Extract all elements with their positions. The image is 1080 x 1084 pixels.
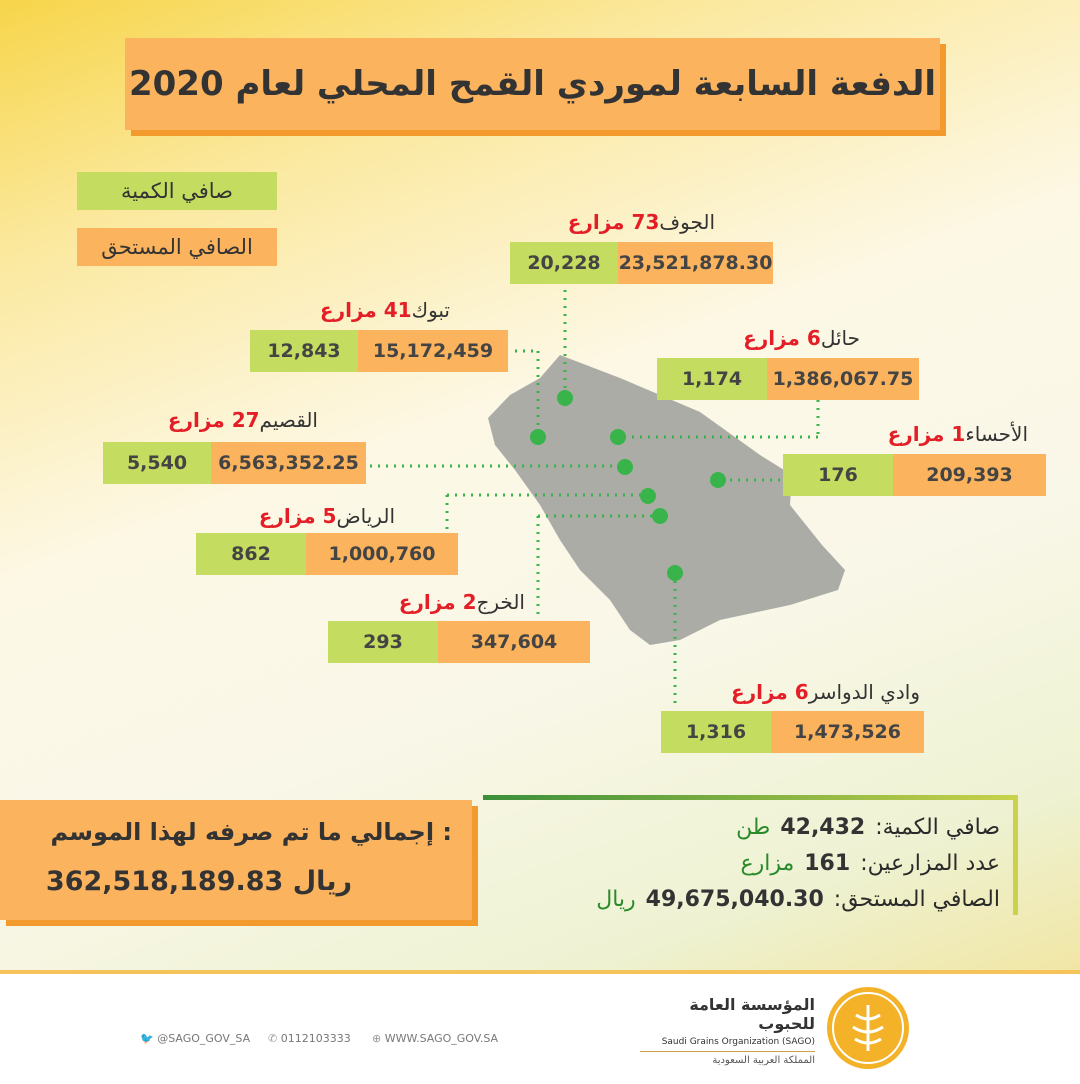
region-qassim-values [103,442,366,484]
amount-cell: 23,521,878.30 [618,242,773,284]
amount-cell: 1,473,526 [771,711,924,753]
location-dot-kharj [652,508,668,524]
region-jouf-values [510,242,773,284]
region-name: الرياض [336,504,395,528]
org-name-ar: المؤسسة العامة للحبوب [689,995,815,1033]
org-name-block [640,995,815,1066]
location-dot-tabuk [530,429,546,445]
footer-twitter[interactable] [140,1032,250,1045]
region-jouf-title [500,210,715,234]
region-tabuk-title [240,298,450,322]
summary-unit: مزارع [740,851,795,876]
region-name: حائل [820,326,860,350]
region-riyadh-values [196,533,458,575]
region-name: الخرج [476,590,525,614]
region-ahsa-values [783,454,1046,496]
summary-label: الصافي المستحق: [833,887,1000,912]
summary-divider [483,795,1018,800]
region-ahsa-title [800,422,1028,446]
summary-quantity [736,815,1000,840]
quantity-cell: 862 [196,533,306,575]
total-spent-box [0,800,472,920]
legend-quantity-label: صافي الكمية [120,179,233,203]
farm-count: 5 مزارع [258,504,337,528]
website-url: WWW.SAGO_GOV.SA [384,1032,499,1045]
amount-cell: 347,604 [438,621,590,663]
location-dot-ahsa [710,472,726,488]
legend-amount-label: الصافي المستحق [101,235,253,259]
summary-amount [596,887,1000,912]
region-name: القصيم [259,408,318,432]
summary-value: 42,432 [780,815,866,840]
summary-value: 161 [804,851,851,876]
total-spent-value [46,866,352,897]
org-name-en: Saudi Grains Organization (SAGO) [661,1037,815,1047]
location-dot-dawasir [667,565,683,581]
farm-count: 1 مزارع [887,422,966,446]
country-name: المملكة العربية السعودية [640,1051,815,1066]
twitter-icon: 🐦 [140,1032,154,1045]
amount-cell: 209,393 [893,454,1046,496]
summary-side-bar [1013,795,1018,915]
region-qassim-title [110,408,318,432]
summary-farmers [740,851,1000,876]
region-riyadh-title [190,504,395,528]
region-dawasir-values [661,711,924,753]
location-dot-hail [610,429,626,445]
summary-value: 49,675,040.30 [645,887,824,912]
quantity-cell: 293 [328,621,438,663]
footer-website[interactable] [372,1032,498,1045]
twitter-handle: @SAGO_GOV_SA [157,1032,251,1045]
amount-cell: 6,563,352.25 [211,442,366,484]
summary-unit: ريال [596,887,636,912]
farm-count: 6 مزارع [743,326,821,350]
region-name: تبوك [411,298,450,322]
amount-cell: 1,000,760 [306,533,458,575]
total-spent-number: 362,518,189.83 [45,866,284,897]
location-dot-qassim [617,459,633,475]
whatsapp-icon: ✆ [268,1032,278,1045]
region-kharj-title [330,590,525,614]
footer-phone[interactable] [268,1032,351,1045]
quantity-cell: 12,843 [250,330,358,372]
page-title: الدفعة السابعة لموردي القمح المحلي لعام 2020 [128,64,937,104]
quantity-cell: 20,228 [510,242,618,284]
quantity-cell: 1,316 [661,711,771,753]
region-name: الجوف [659,210,715,234]
quantity-cell: 176 [783,454,893,496]
location-dot-jouf [557,390,573,406]
amount-cell: 15,172,459 [358,330,508,372]
region-dawasir-title [660,680,920,704]
phone-number: 0112103333 [280,1032,351,1045]
summary-unit: طن [736,815,771,840]
farm-count: 73 مزارع [567,210,660,234]
summary-label: عدد المزارعين: [860,851,1000,876]
total-spent-unit: ريال [292,866,352,897]
summary-label: صافي الكمية: [875,815,1000,840]
quantity-cell: 1,174 [657,358,767,400]
amount-cell: 1,386,067.75 [767,358,919,400]
region-name: الأحساء [965,422,1028,446]
region-kharj-values [328,621,590,663]
region-hail-values [657,358,919,400]
region-tabuk-values [250,330,508,372]
total-spent-label: إجمالي ما تم صرفه لهذا الموسم : [50,818,452,846]
sago-logo [825,985,911,1071]
footer [0,970,1080,1084]
farm-count: 41 مزارع [319,298,412,322]
quantity-cell: 5,540 [103,442,211,484]
region-hail-title [650,326,860,350]
farm-count: 27 مزارع [167,408,260,432]
location-dot-riyadh [640,488,656,504]
farm-count: 2 مزارع [398,590,477,614]
globe-icon: ⊕ [372,1032,382,1045]
region-name: وادي الدواسر [808,680,920,704]
farm-count: 6 مزارع [730,680,809,704]
